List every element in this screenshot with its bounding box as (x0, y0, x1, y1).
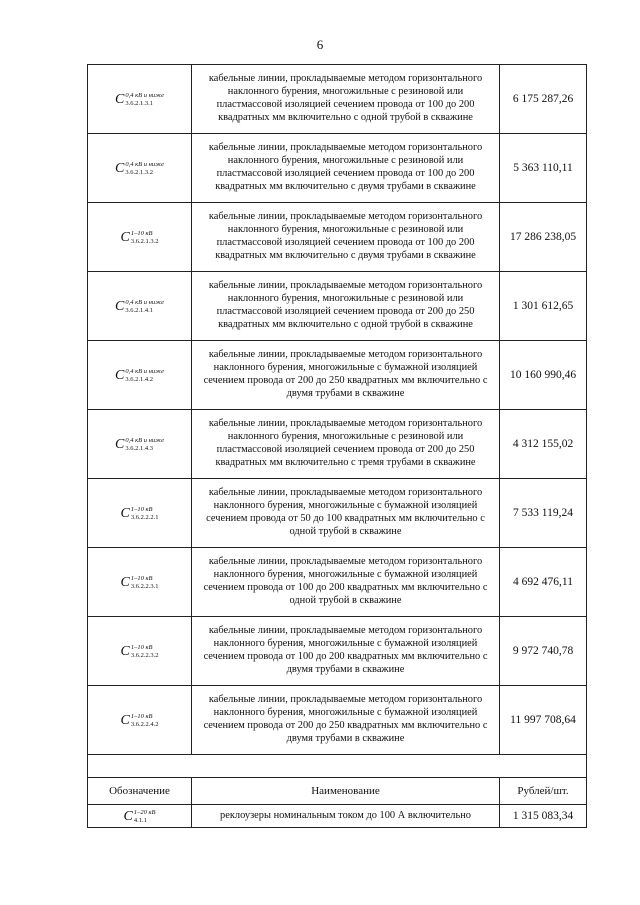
row-code (88, 548, 192, 617)
header-value: Рублей/шт. (500, 778, 587, 805)
row-name: кабельные линии, прокладываемые методом горизонтального наклонного бурения, многожильные с резиновой или пластмассовой изоляцией сечением провода от 200 до 250 квадратных мм включительно с одной трубой в скважине (192, 272, 500, 341)
table-row (88, 548, 587, 617)
code-subscript: 3.6.2.1.4.2 (125, 376, 153, 383)
code-subscript: 3.6.2.1.4.3 (125, 445, 153, 452)
code-symbol: C 1–10 кВ 3.6.2.2.2.1 (120, 506, 159, 521)
code-superscript: 1–10 кВ (130, 230, 153, 237)
code-symbol: C 0,4 кВ и ниже 3.6.2.1.4.1 (115, 299, 164, 314)
row-value: 11 997 708,64 (500, 686, 587, 755)
row-name: кабельные линии, прокладываемые методом горизонтального наклонного бурения, многожильные с бумажной изоляцией сечением провода от 100 до 200 квадратных мм включительно с двумя трубами в скважине (192, 617, 500, 686)
table-row (88, 686, 587, 755)
code-subscript: 3.6.2.2.3.1 (130, 583, 159, 590)
row-value: 4 692 476,11 (500, 548, 587, 617)
row-name: кабельные линии, прокладываемые методом горизонтального наклонного бурения, многожильные с резиновой или пластмассовой изоляцией сечением провода от 100 до 200 квадратных мм включительно с двумя трубами в скважине (192, 134, 500, 203)
table-row (88, 272, 587, 341)
row-name: кабельные линии, прокладываемые методом горизонтального наклонного бурения, многожильные с резиновой или пластмассовой изоляцией сечением провода от 100 до 200 квадратных мм включительно с двумя трубами в скважине (192, 203, 500, 272)
code-symbol: C 0,4 кВ и ниже 3.6.2.1.4.2 (115, 368, 164, 383)
row-value: 1 301 612,65 (500, 272, 587, 341)
table-row (88, 134, 587, 203)
table-row (88, 479, 587, 548)
code-symbol: C 1–10 кВ 3.6.2.1.3.2 (120, 230, 159, 245)
table-row (88, 341, 587, 410)
row-value: 1 315 083,34 (500, 805, 587, 828)
tariff-table (87, 64, 587, 828)
code-subscript: 3.6.2.1.4.1 (125, 307, 153, 314)
row-code (88, 410, 192, 479)
table-row (88, 410, 587, 479)
row-code (88, 341, 192, 410)
row-name: кабельные линии, прокладываемые методом горизонтального наклонного бурения, многожильные с бумажной изоляцией сечением провода от 200 до 250 квадратных мм включительно с двумя трубами в скважине (192, 686, 500, 755)
row-name: кабельные линии, прокладываемые методом горизонтального наклонного бурения, многожильные с резиновой или пластмассовой изоляцией сечением провода от 200 до 250 квадратных мм включительно с тремя трубами в скважине (192, 410, 500, 479)
code-subscript: 4.1.1 (133, 817, 147, 824)
row-value: 17 286 238,05 (500, 203, 587, 272)
code-subscript: 3.6.2.1.3.1 (125, 100, 153, 107)
code-superscript: 1–10 кВ (130, 506, 153, 513)
row-value: 4 312 155,02 (500, 410, 587, 479)
code-symbol: C 1–10 кВ 3.6.2.2.3.1 (120, 575, 159, 590)
row-value: 10 160 990,46 (500, 341, 587, 410)
header-code: Обозначение (88, 778, 192, 805)
table-row (88, 617, 587, 686)
code-symbol: C 1–10 кВ 3.6.2.2.3.2 (120, 644, 159, 659)
row-value: 5 363 110,11 (500, 134, 587, 203)
code-subscript: 3.6.2.2.2.1 (130, 514, 159, 521)
row-value: 7 533 119,24 (500, 479, 587, 548)
header-name: Наименование (192, 778, 500, 805)
row-code (88, 65, 192, 134)
row-code (88, 479, 192, 548)
code-superscript: 1–10 кВ (130, 575, 153, 582)
row-name: кабельные линии, прокладываемые методом горизонтального наклонного бурения, многожильные с бумажной изоляцией сечением провода от 100 до 200 квадратных мм включительно с одной трубой в скважине (192, 548, 500, 617)
code-superscript: 1–20 кВ (133, 809, 156, 816)
row-code (88, 805, 192, 828)
code-superscript: 0,4 кВ и ниже (125, 437, 164, 444)
code-symbol: C 1–20 кВ 4.1.1 (123, 809, 156, 824)
page-number: 6 (316, 37, 324, 52)
code-symbol: C 1–10 кВ 3.6.2.2.4.2 (120, 713, 159, 728)
row-code (88, 686, 192, 755)
code-superscript: 0,4 кВ и ниже (125, 92, 164, 99)
code-subscript: 3.6.2.2.4.2 (130, 721, 159, 728)
code-symbol: C 0,4 кВ и ниже 3.6.2.1.4.3 (115, 437, 164, 452)
code-superscript: 0,4 кВ и ниже (125, 161, 164, 168)
code-superscript: 0,4 кВ и ниже (125, 368, 164, 375)
row-name: реклоузеры номинальным током до 100 А включительно (192, 805, 500, 828)
table-row (88, 203, 587, 272)
code-superscript: 0,4 кВ и ниже (125, 299, 164, 306)
row-value: 9 972 740,78 (500, 617, 587, 686)
row-name: кабельные линии, прокладываемые методом горизонтального наклонного бурения, многожильные с бумажной изоляцией сечением провода от 200 до 250 квадратных мм включительно с двумя трубами в скважине (192, 341, 500, 410)
code-subscript: 3.6.2.1.3.2 (130, 238, 159, 245)
row-value: 6 175 287,26 (500, 65, 587, 134)
row-code (88, 617, 192, 686)
blank-row (88, 755, 587, 778)
code-subscript: 3.6.2.2.3.2 (130, 652, 159, 659)
table-row-reclosers (88, 805, 587, 828)
row-code (88, 272, 192, 341)
table-row (88, 65, 587, 134)
row-name: кабельные линии, прокладываемые методом горизонтального наклонного бурения, многожильные с резиновой или пластмассовой изоляцией сечением провода от 100 до 200 квадратных мм включительно с одной трубой в скважине (192, 65, 500, 134)
row-name: кабельные линии, прокладываемые методом горизонтального наклонного бурения, многожильные с бумажной изоляцией сечением провода от 50 до 100 квадратных мм включительно с одной трубой в скважине (192, 479, 500, 548)
code-subscript: 3.6.2.1.3.2 (125, 169, 153, 176)
code-symbol: C 0,4 кВ и ниже 3.6.2.1.3.1 (115, 92, 164, 107)
code-symbol: C 0,4 кВ и ниже 3.6.2.1.3.2 (115, 161, 164, 176)
code-superscript: 1–10 кВ (130, 644, 153, 651)
row-code (88, 203, 192, 272)
code-superscript: 1–10 кВ (130, 713, 153, 720)
row-code (88, 134, 192, 203)
table-header-row (88, 778, 587, 805)
